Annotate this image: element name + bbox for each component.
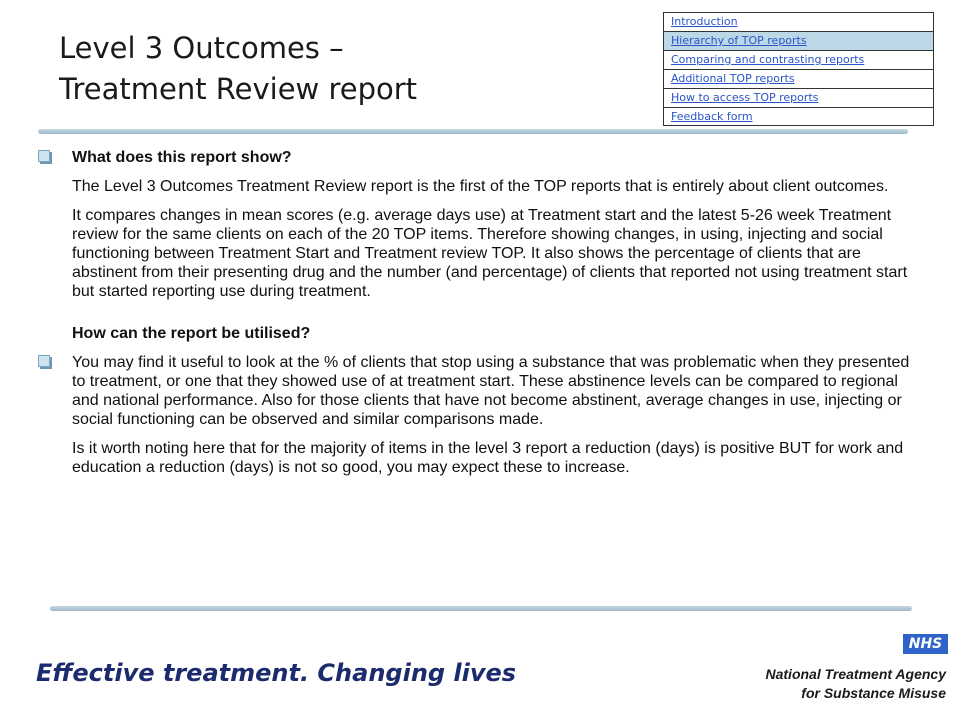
page-title: [59, 28, 619, 110]
bullet-square-icon: [38, 150, 50, 162]
nav-link-hierarchy[interactable]: Hierarchy of TOP reports: [664, 32, 933, 51]
paragraph: You may find it useful to look at the % of clients that stop using a substance that was problematic when they presented to treatment, or one that they showed use of at treatment start. These abstinence levels can be compared to regional and national performance. Also for those clients that have not become abstinent, average changes in use, injecting or social functioning can be observed and similar comparisons made.: [72, 354, 910, 428]
bullet-what-does-report-show: [38, 148, 918, 167]
bullet-square-icon: [38, 355, 50, 367]
nhs-logo-badge: NHS: [903, 634, 948, 654]
paragraph: It compares changes in mean scores (e.g. average days use) at Treatment start and the latest 5-26 week Treatment review for the same clients on each of the 20 TOP items. Therefore showing changes, in using, injecting and social functioning between Treatment Start and Treatment review TOP. It also shows the percentage of clients that are abstinent from their presenting drug and the number (and percentage) of clients that reported not using treatment start but started reporting use during treatment.: [72, 207, 908, 300]
paragraph: Is it worth noting here that for the majority of items in the level 3 report a reduction (days) is positive BUT for work and education a reduction (days) is not so good, you may expect these to increase.: [72, 440, 904, 476]
org-name-line-2: for Substance Misuse: [801, 685, 946, 701]
top-divider: [38, 129, 908, 134]
question-heading: What does this report show?: [72, 149, 292, 166]
nav-link-introduction[interactable]: Introduction: [664, 13, 933, 32]
question-heading: How can the report be utilised?: [72, 325, 311, 342]
nav-link-access[interactable]: How to access TOP reports: [664, 89, 933, 108]
title-line-2: Treatment Review report: [59, 72, 418, 106]
nta-logo: [754, 621, 960, 720]
org-name-line-1: National Treatment Agency: [765, 666, 946, 682]
bottom-divider: [50, 606, 912, 611]
footer-tagline: Effective treatment. Changing lives: [36, 659, 517, 687]
paragraph: The Level 3 Outcomes Treatment Review report is the first of the TOP reports that is entirely about client outcomes.: [72, 178, 889, 195]
nav-link-feedback[interactable]: Feedback form: [671, 110, 753, 123]
main-content: [38, 148, 918, 477]
navigation-menu: [663, 12, 934, 126]
title-line-1: Level 3 Outcomes –: [59, 31, 344, 65]
bullet-utilise: [38, 353, 918, 429]
nav-link-comparing[interactable]: Comparing and contrasting reports: [664, 51, 933, 70]
nav-link-additional[interactable]: Additional TOP reports: [664, 70, 933, 89]
